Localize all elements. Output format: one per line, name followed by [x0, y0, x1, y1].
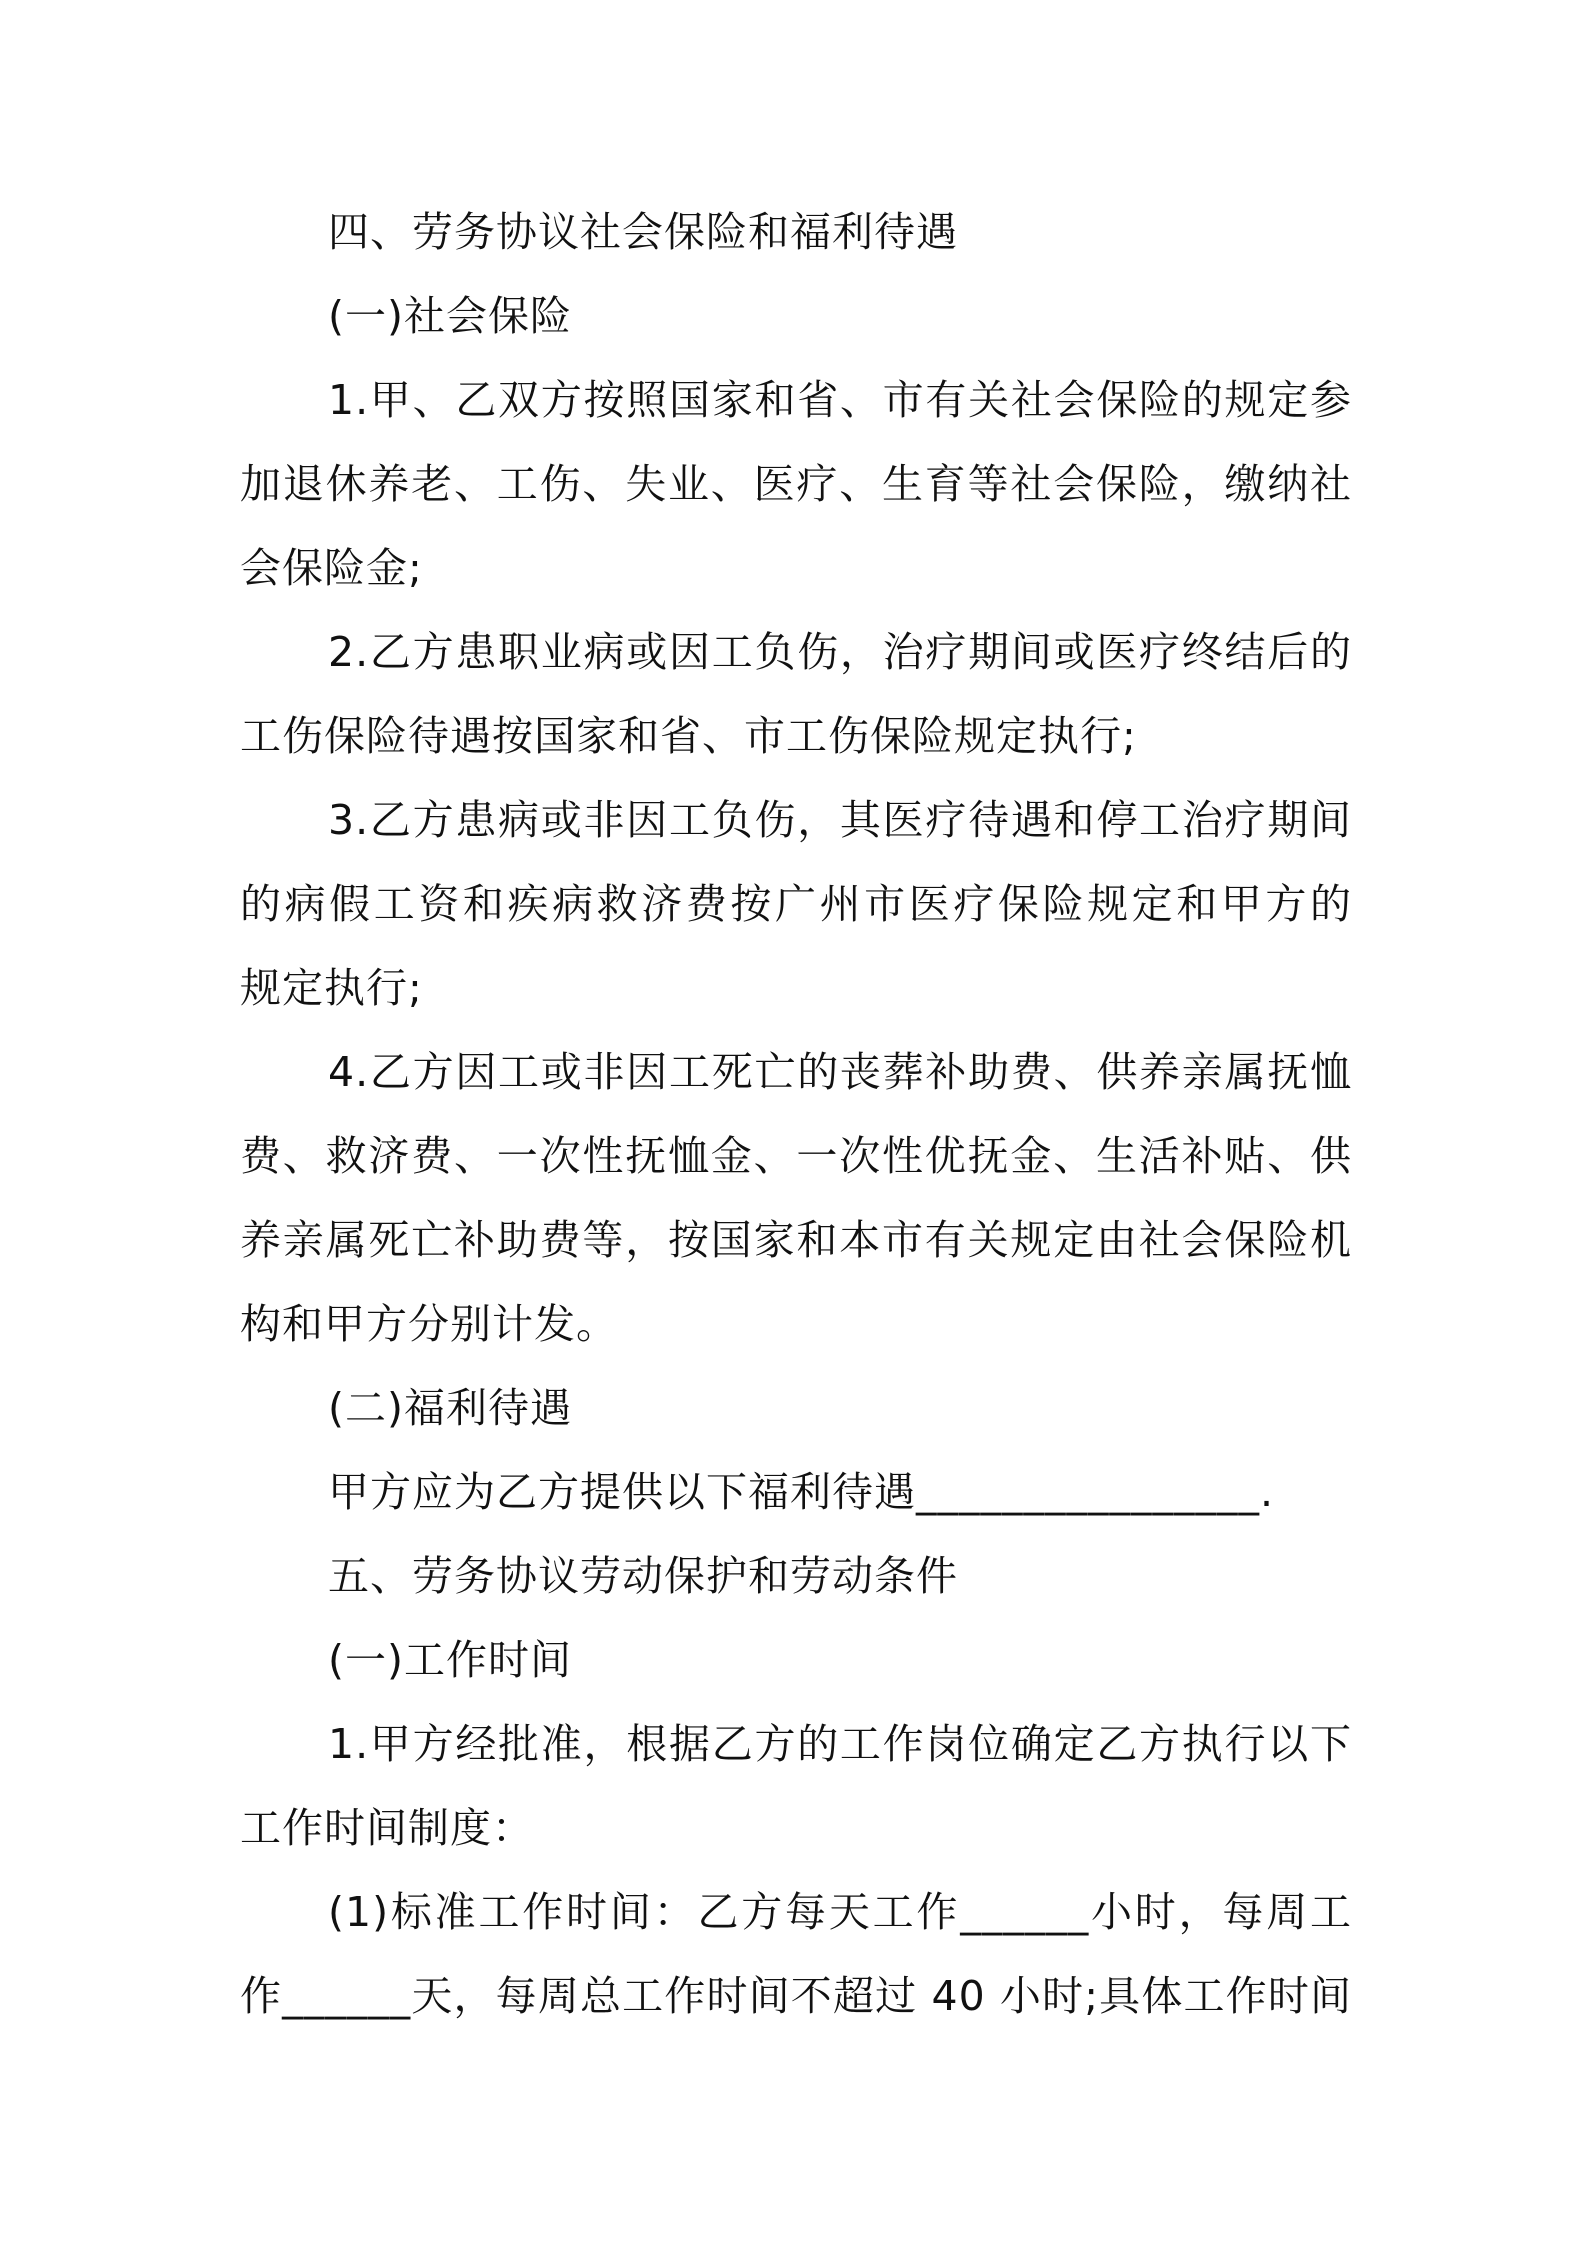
paragraph-line: 4.乙方因工或非因工死亡的丧葬补助费、供养亲属抚恤: [328, 1048, 1352, 1096]
paragraph-line: 的病假工资和疾病救济费按广州市医疗保险规定和甲方的: [240, 880, 1352, 928]
paragraph-line: 作______天，每周总工作时间不超过 40 小时;具体工作时间: [240, 1972, 1352, 2020]
section-heading-5: 五、劳务协议劳动保护和劳动条件: [328, 1552, 958, 1600]
paragraph-line: 工作时间制度：: [240, 1804, 534, 1852]
paragraph-line: 会保险金;: [240, 544, 423, 592]
section-heading-4: 四、劳务协议社会保险和福利待遇: [328, 208, 958, 256]
paragraph-line: 1.甲、乙双方按照国家和省、市有关社会保险的规定参: [328, 376, 1352, 424]
document-page: [240, 190, 1352, 2038]
subsection-heading-working-hours: (一)工作时间: [328, 1636, 572, 1684]
paragraph-line: 规定执行;: [240, 964, 423, 1012]
paragraph-line: 养亲属死亡补助费等，按国家和本市有关规定由社会保险机: [240, 1216, 1352, 1264]
paragraph-line: 费、救济费、一次性抚恤金、一次性优抚金、生活补贴、供: [240, 1132, 1352, 1180]
paragraph-line: 工伤保险待遇按国家和省、市工伤保险规定执行;: [240, 712, 1137, 760]
paragraph-line: 3.乙方患病或非因工负伤，其医疗待遇和停工治疗期间: [328, 796, 1352, 844]
paragraph-line: 2.乙方患职业病或因工负伤，治疗期间或医疗终结后的: [328, 628, 1352, 676]
subsection-heading-social-insurance: (一)社会保险: [328, 292, 572, 340]
paragraph-line: 构和甲方分别计发。: [240, 1300, 618, 1348]
paragraph-line: (1)标准工作时间：乙方每天工作______小时，每周工: [328, 1888, 1352, 1936]
paragraph-line: 加退休养老、工伤、失业、医疗、生育等社会保险，缴纳社: [240, 460, 1352, 508]
subsection-heading-welfare: (二)福利待遇: [328, 1384, 572, 1432]
paragraph-line: 甲方应为乙方提供以下福利待遇________________.: [328, 1468, 1275, 1516]
paragraph-line: 1.甲方经批准，根据乙方的工作岗位确定乙方执行以下: [328, 1720, 1352, 1768]
